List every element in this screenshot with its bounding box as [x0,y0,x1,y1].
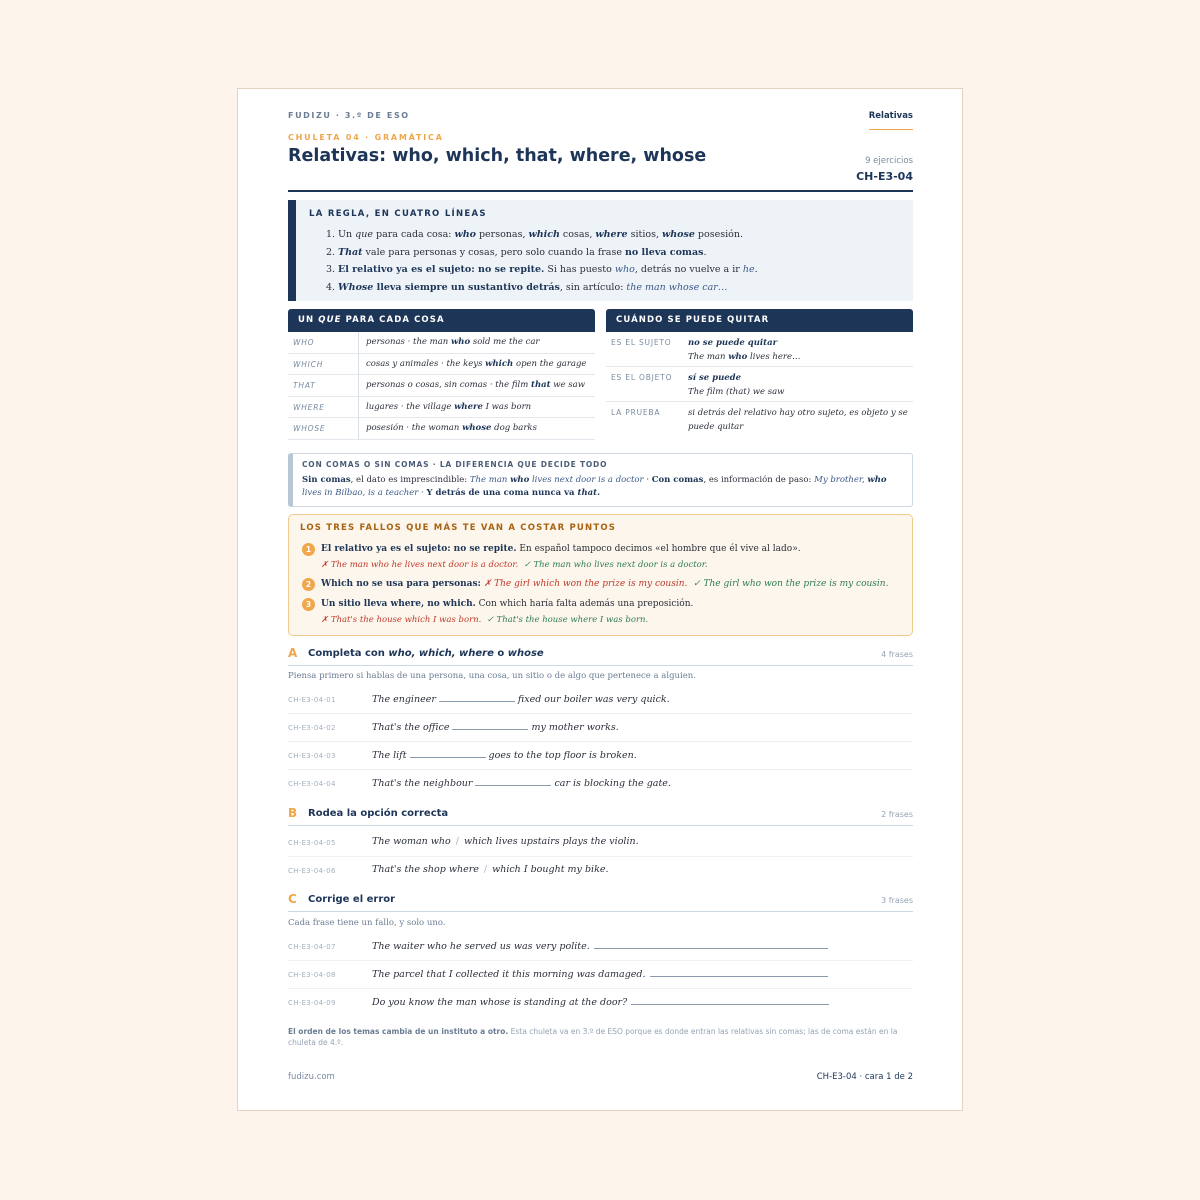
rule-box [288,200,913,301]
section-a-hint: Piensa primero si hablas de una persona, una cosa, un sitio o de algo que pertenece a alguien. [288,671,696,681]
commas-box [288,453,913,507]
rule-list [326,226,758,296]
footer-site: fudizu.com [288,1072,335,1082]
answer-line[interactable] [650,968,828,977]
footer-page: CH-E3-04 · cara 1 de 2 [816,1072,913,1082]
topic-label: Relativas [869,111,913,130]
table-row: ES EL OBJETO sí se puede The film (that) we saw [606,367,913,402]
section-c-hint: Cada frase tiene un fallo, y solo uno. [288,918,446,928]
table-row: LA PRUEBA si detrás del relativo hay otro sujeto, es objeto y se puede quitar [611,408,908,432]
answer-blank[interactable] [475,777,551,786]
table-row: ES EL SUJETO no se puede quitar The man who lives here… [606,332,913,367]
mistakes-heading: LOS TRES FALLOS QUE MÁS TE VAN A COSTAR PUNTOS [300,523,617,533]
number-badge: 3 [302,598,315,611]
section-c-header: C Corrige el error 3 frases [288,888,913,912]
exercise-row: CH-E3-04-02 That's the office my mother works. [288,714,913,742]
table-row: WHO personas · the man who sold me the car [288,332,595,354]
answer-blank[interactable] [452,721,528,730]
sheet-code: CH-E3-04 [856,170,913,183]
exercise-row: CH-E3-04-08 The parcel that I collected it this morning was damaged. [288,961,913,989]
table-row: WHOSE posesión · the woman whose dog barks [288,418,595,440]
exercise-row: CH-E3-04-03 The lift goes to the top floor is broken. [288,742,913,770]
commas-text: Sin comas, el dato es imprescindible: The man who lives next door is a doctor · Con comas, es información de paso: My brother, who lives in Bilbao, is a teacher · Y detrás de una coma nunca va that. [302,475,887,498]
table-row: THAT personas o cosas, sin comas · the film that we saw [288,375,595,397]
rule-item: 1. Un que para cada cosa: who personas, which cosas, where sitios, whose posesión. [326,229,743,240]
exercise-count: 9 ejercicios [865,156,913,166]
que-table [288,309,595,440]
mistakes-box: LOS TRES FALLOS QUE MÁS TE VAN A COSTAR PUNTOS 1 El relativo ya es el sujeto: no se repite. En español tampoco decimos «el hombre que él vive al lado». ✗ The man who he lives next door is a doctor. ✓ The man who lives next door is a doctor. 2 Which no se usa para personas: ✗ The girl which won the prize is my cousin. ✓ The girl who won the prize is my cousin. 3 Un sitio lleva where, no which. Con which haría falta además una preposición. ✗ That's the house which I was born. ✓ That's the house where I was born. [288,514,913,636]
number-badge: 2 [302,578,315,591]
que-table-heading: UN QUE PARA CADA COSA [288,309,595,332]
rule-item: 3. El relativo ya es el sujeto: no se repite. Si has puesto who, detrás no vuelve a ir he. [326,264,758,275]
exercise-row: CH-E3-04-05 The woman who / which lives upstairs plays the violin. [288,829,913,857]
exercise-row: CH-E3-04-06 That's the shop where / which I bought my bike. [288,864,609,875]
rule-heading: LA REGLA, EN CUATRO LÍNEAS [309,209,487,219]
page-title: Relativas: who, which, that, where, whose [288,146,707,166]
exercise-row: CH-E3-04-09 Do you know the man whose is standing at the door? [288,989,913,1017]
exercise-row: CH-E3-04-04 That's the neighbour car is blocking the gate. [288,778,671,789]
header-divider [288,190,913,192]
rule-item: 2. That vale para personas y cosas, pero solo cuando la frase no lleva comas. [326,246,707,258]
commas-heading: CON COMAS O SIN COMAS · LA DIFERENCIA QUE DECIDE TODO [302,460,608,469]
answer-line[interactable] [594,940,828,949]
exercise-row: CH-E3-04-01 The engineer fixed our boiler was very quick. [288,686,913,714]
kicker-label: CHULETA 04 · GRAMÁTICA [288,133,444,142]
exercise-row: CH-E3-04-07 The waiter who he served us was very polite. [288,933,913,961]
brand-label: FUDIZU · 3.º DE ESO [288,111,410,120]
answer-blank[interactable] [439,693,515,702]
table-row: WHERE lugares · the village where I was born [288,397,595,419]
answer-blank[interactable] [410,749,486,758]
table-row: WHICH cosas y animales · the keys which open the garage [288,354,595,376]
section-b-header: B Rodea la opción correcta 2 frases [288,802,913,826]
quitar-table [606,309,913,438]
number-badge: 1 [302,543,315,556]
quitar-table-heading: CUÁNDO SE PUEDE QUITAR [606,309,913,332]
section-a-header: A Completa con who, which, where o whose 4 frases [288,642,913,666]
worksheet-page [237,88,963,1111]
answer-line[interactable] [631,996,829,1005]
rule-item: 4. Whose lleva siempre un sustantivo detrás, sin artículo: the man whose car… [326,281,728,293]
footnote: El orden de los temas cambia de un instituto a otro. Esta chuleta va en 3.º de ESO porque es donde entran las relativas sin comas; las de coma están en la chuleta de 4.º. [288,1027,898,1047]
